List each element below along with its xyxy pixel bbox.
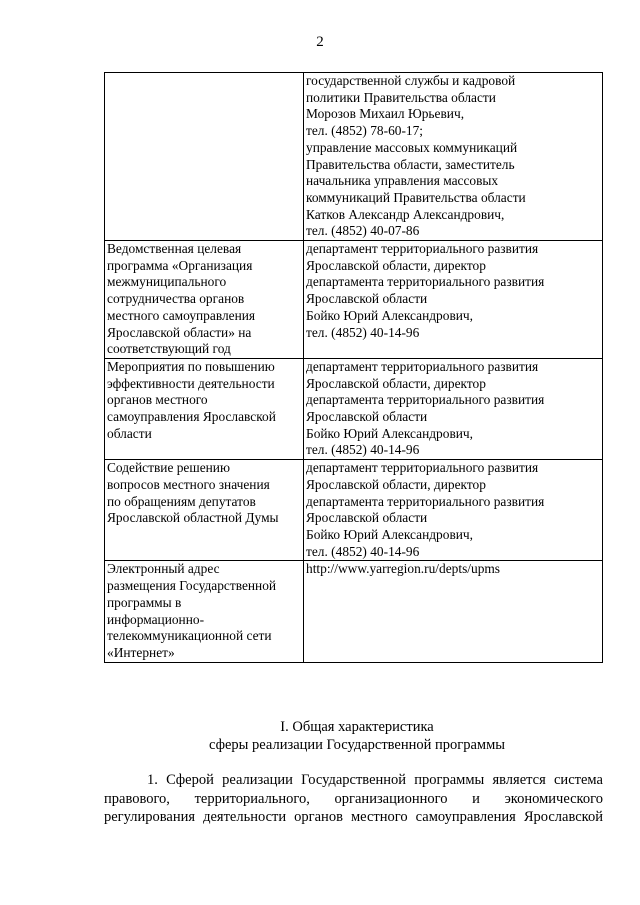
table-cell-label [105, 561, 304, 662]
cell-text-line: самоуправления Ярославской [107, 409, 276, 425]
cell-text-line: вопросов местного значения [107, 476, 270, 492]
cell-text-line: Электронный адрес [107, 561, 220, 577]
cell-text-line: http://www.yarregion.ru/depts/upms [306, 561, 501, 577]
cell-text-line: департамент территориального развития [306, 241, 539, 257]
cell-text-line: тел. (4852) 78-60-17; [306, 123, 424, 139]
cell-text-line: области [107, 425, 152, 441]
table-row [105, 73, 603, 241]
table-cell-value [304, 358, 603, 459]
table-cell-value [304, 73, 603, 241]
cell-text-line: коммуникаций Правительства области [306, 189, 526, 205]
cell-text-line: тел. (4852) 40-14-96 [306, 324, 420, 340]
table-cell-value [304, 241, 603, 359]
cell-text-line: департамента территориального развития [306, 274, 545, 290]
paragraph-word: местного [350, 809, 408, 825]
paragraph-word: организационного [334, 790, 448, 807]
paragraph-word: деятельности [203, 809, 287, 825]
cell-text-line: эффективности деятельности [107, 375, 275, 391]
paragraph-word: Государственной [301, 772, 407, 788]
cell-text-line: Бойко Юрий Александрович, [306, 307, 474, 323]
cell-text-line: департамент территориального развития [306, 460, 539, 476]
paragraph-word: программы [414, 772, 485, 788]
table-cell-label [105, 358, 304, 459]
paragraph-word: регулирования [104, 809, 196, 825]
cell-text-line: Ярославской области [306, 510, 428, 526]
cell-text-line: Ярославской области [306, 291, 428, 307]
paragraph-line-3 [104, 808, 603, 827]
cell-text-line: Правительства области, заместитель [306, 156, 515, 172]
cell-text-line: местного самоуправления [107, 307, 256, 323]
paragraph-word: самоуправления [415, 809, 516, 825]
cell-text-line: Мероприятия по повышению [107, 358, 275, 374]
cell-text-line: начальника управления массовых [306, 173, 499, 189]
cell-text-line: тел. (4852) 40-07-86 [306, 223, 420, 239]
cell-text-line: размещения Государственной [107, 578, 277, 594]
cell-text-line: Ярославской областной Думы [107, 510, 279, 526]
section-heading [0, 718, 640, 754]
cell-text-line: департамента территориального развития [306, 493, 545, 509]
table-row [105, 241, 603, 359]
paragraph-word: система [554, 772, 603, 788]
paragraph-word: и [472, 790, 480, 807]
cell-text-line: политики Правительства области [306, 89, 496, 105]
cell-text-line: государственной службы и кадровой [306, 73, 516, 88]
cell-text-line: Ярославской области, директор [306, 476, 486, 492]
program-info-table [104, 72, 603, 663]
cell-text-line: Катков Александр Александрович, [306, 206, 505, 222]
paragraph-word: Сферой [166, 772, 214, 788]
cell-text-line: Бойко Юрий Александрович, [306, 526, 474, 542]
cell-text-line: департамент территориального развития [306, 358, 539, 374]
cell-text-line: по обращениям депутатов [107, 493, 256, 509]
table-row [105, 358, 603, 459]
paragraph-word: является [492, 772, 546, 788]
paragraph-word: экономического [504, 790, 603, 807]
cell-text-line: межмуниципального [107, 274, 227, 290]
cell-text-line: Ярославской области, директор [306, 257, 486, 273]
table-row [105, 561, 603, 662]
table-cell-label [105, 241, 304, 359]
table-cell-label [105, 460, 304, 561]
paragraph-line-2 [104, 790, 603, 809]
cell-text-line: Морозов Михаил Юрьевич, [306, 106, 465, 122]
cell-text-line: программа «Организация [107, 257, 253, 273]
body-paragraph [104, 771, 603, 827]
table-cell-value [304, 460, 603, 561]
paragraph-word: правового, [104, 790, 170, 807]
cell-text-line: соответствующий год [107, 341, 231, 357]
cell-text-line: телекоммуникационной сети [107, 628, 272, 644]
cell-text-line: Бойко Юрий Александрович, [306, 425, 474, 441]
cell-text-line: Ведомственная целевая [107, 241, 242, 257]
cell-text-line: тел. (4852) 40-14-96 [306, 543, 420, 559]
cell-text-line: Содействие решению [107, 460, 230, 476]
cell-text-line: информационно- [107, 611, 205, 627]
paragraph-word: Ярославской [523, 809, 603, 825]
cell-text-line: Ярославской области [306, 409, 428, 425]
section-heading-line-1: I. Общая характеристика [280, 719, 434, 735]
cell-text-line: департамента территориального развития [306, 392, 545, 408]
cell-text-line: Ярославской области, директор [306, 375, 486, 391]
table-cell-value [304, 561, 603, 662]
table-cell-label [105, 73, 304, 241]
cell-text-line: тел. (4852) 40-14-96 [306, 442, 420, 458]
paragraph-word: реализации [222, 772, 293, 788]
table-body [105, 73, 603, 663]
cell-text-line: программы в [107, 594, 182, 610]
cell-text-line: Ярославской области» на [107, 324, 252, 340]
section-heading-line-2: сферы реализации Государственной программы [208, 737, 506, 753]
paragraph-word: 1. [147, 772, 158, 788]
cell-text-line: «Интернет» [107, 644, 175, 660]
cell-text-line: органов местного [107, 392, 208, 408]
paragraph-word: территориального, [194, 790, 310, 807]
paragraph-line-1 [147, 771, 603, 790]
cell-text-line: управление массовых коммуникаций [306, 139, 518, 155]
cell-text-line: сотрудничества органов [107, 291, 245, 307]
page-number: 2 [316, 34, 324, 50]
paragraph-word: органов [294, 809, 343, 825]
table-row [105, 460, 603, 561]
